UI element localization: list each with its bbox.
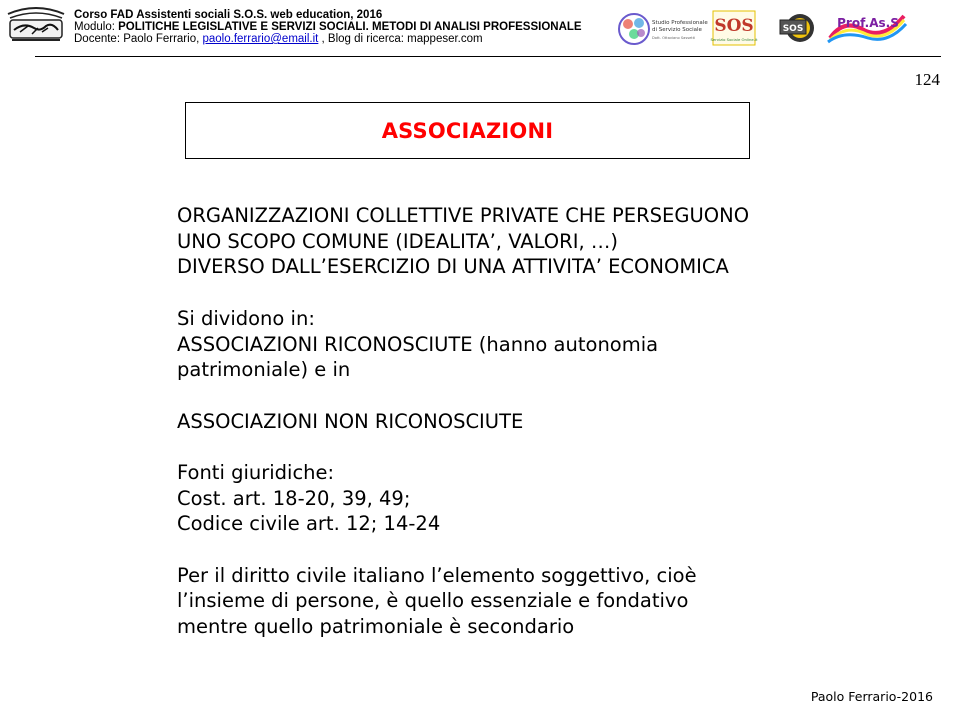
studio-professionale-logo-icon xyxy=(617,10,708,48)
sos-emblem-text: SOS xyxy=(782,24,804,34)
body-line: Per il diritto civile italiano l’elemento soggettivo, cioè xyxy=(177,563,697,587)
prof-ass-logo-text: Prof.As.S xyxy=(837,16,899,30)
prof-ass-logo-icon xyxy=(824,10,908,44)
slide-body xyxy=(177,203,917,640)
module-line xyxy=(74,21,582,33)
module-title: POLITICHE LEGISLATIVE E SERVIZI SOCIALI. METODI DI ANALISI PROFESSIONALE xyxy=(118,21,582,33)
teacher-email-link[interactable]: paolo.ferrario@email.it xyxy=(202,33,319,45)
body-line: Codice civile art. 12; 14-24 xyxy=(177,512,441,536)
sos-logo-text: SOS xyxy=(714,16,754,36)
sos-logo-subtitle: Servizio Sociale Online.it xyxy=(710,37,758,42)
teacher-prefix: Docente: Paolo Ferrario, xyxy=(74,33,203,45)
studio-logo-title: Studio Professionale xyxy=(652,20,708,26)
page-number: 124 xyxy=(914,70,940,89)
module-prefix: Modulo: xyxy=(74,21,119,33)
body-line: DIVERSO DALL’ESERCIZIO DI UNA ATTIVITA’ ECONOMICA xyxy=(177,255,729,279)
slide-title: ASSOCIAZIONI xyxy=(381,118,554,143)
body-line: ASSOCIAZIONI NON RICONOSCIUTE xyxy=(177,409,524,433)
teacher-line xyxy=(74,33,582,45)
sos-logo-icon xyxy=(712,10,756,46)
body-line: mentre quello patrimoniale è secondario xyxy=(177,615,575,639)
body-line: l’insieme di persone, è quello essenziale e fondativo xyxy=(177,589,689,613)
course-title: Corso FAD Assistenti sociali S.O.S. web education, 2016 xyxy=(74,9,383,21)
body-line: UNO SCOPO COMUNE (IDEALITA’, VALORI, …) xyxy=(177,229,618,253)
body-line: ORGANIZZAZIONI COLLETTIVE PRIVATE CHE PERSEGUONO xyxy=(177,204,750,227)
studio-logo-tagline: Dott. Ottaviano Sassetti xyxy=(652,36,696,40)
body-line: ASSOCIAZIONI RICONOSCIUTE (hanno autonomia xyxy=(177,332,659,356)
title-box xyxy=(185,102,750,159)
studio-logo-subtitle: di Servizio Sociale xyxy=(652,27,702,33)
footer-author: Paolo Ferrario-2016 xyxy=(810,689,933,704)
blog-info: , Blog di ricerca: mappeser.com xyxy=(318,33,483,45)
body-line: patrimoniale) e in xyxy=(177,358,351,382)
body-line: Fonti giuridiche: xyxy=(177,460,335,484)
sos-emblem-logo-icon xyxy=(778,10,818,44)
course-header xyxy=(74,9,582,45)
header-divider xyxy=(35,56,941,57)
body-line: Si dividono in: xyxy=(177,306,315,330)
body-line: Cost. art. 18-20, 39, 49; xyxy=(177,486,411,510)
handshake-logo-icon xyxy=(6,6,66,42)
